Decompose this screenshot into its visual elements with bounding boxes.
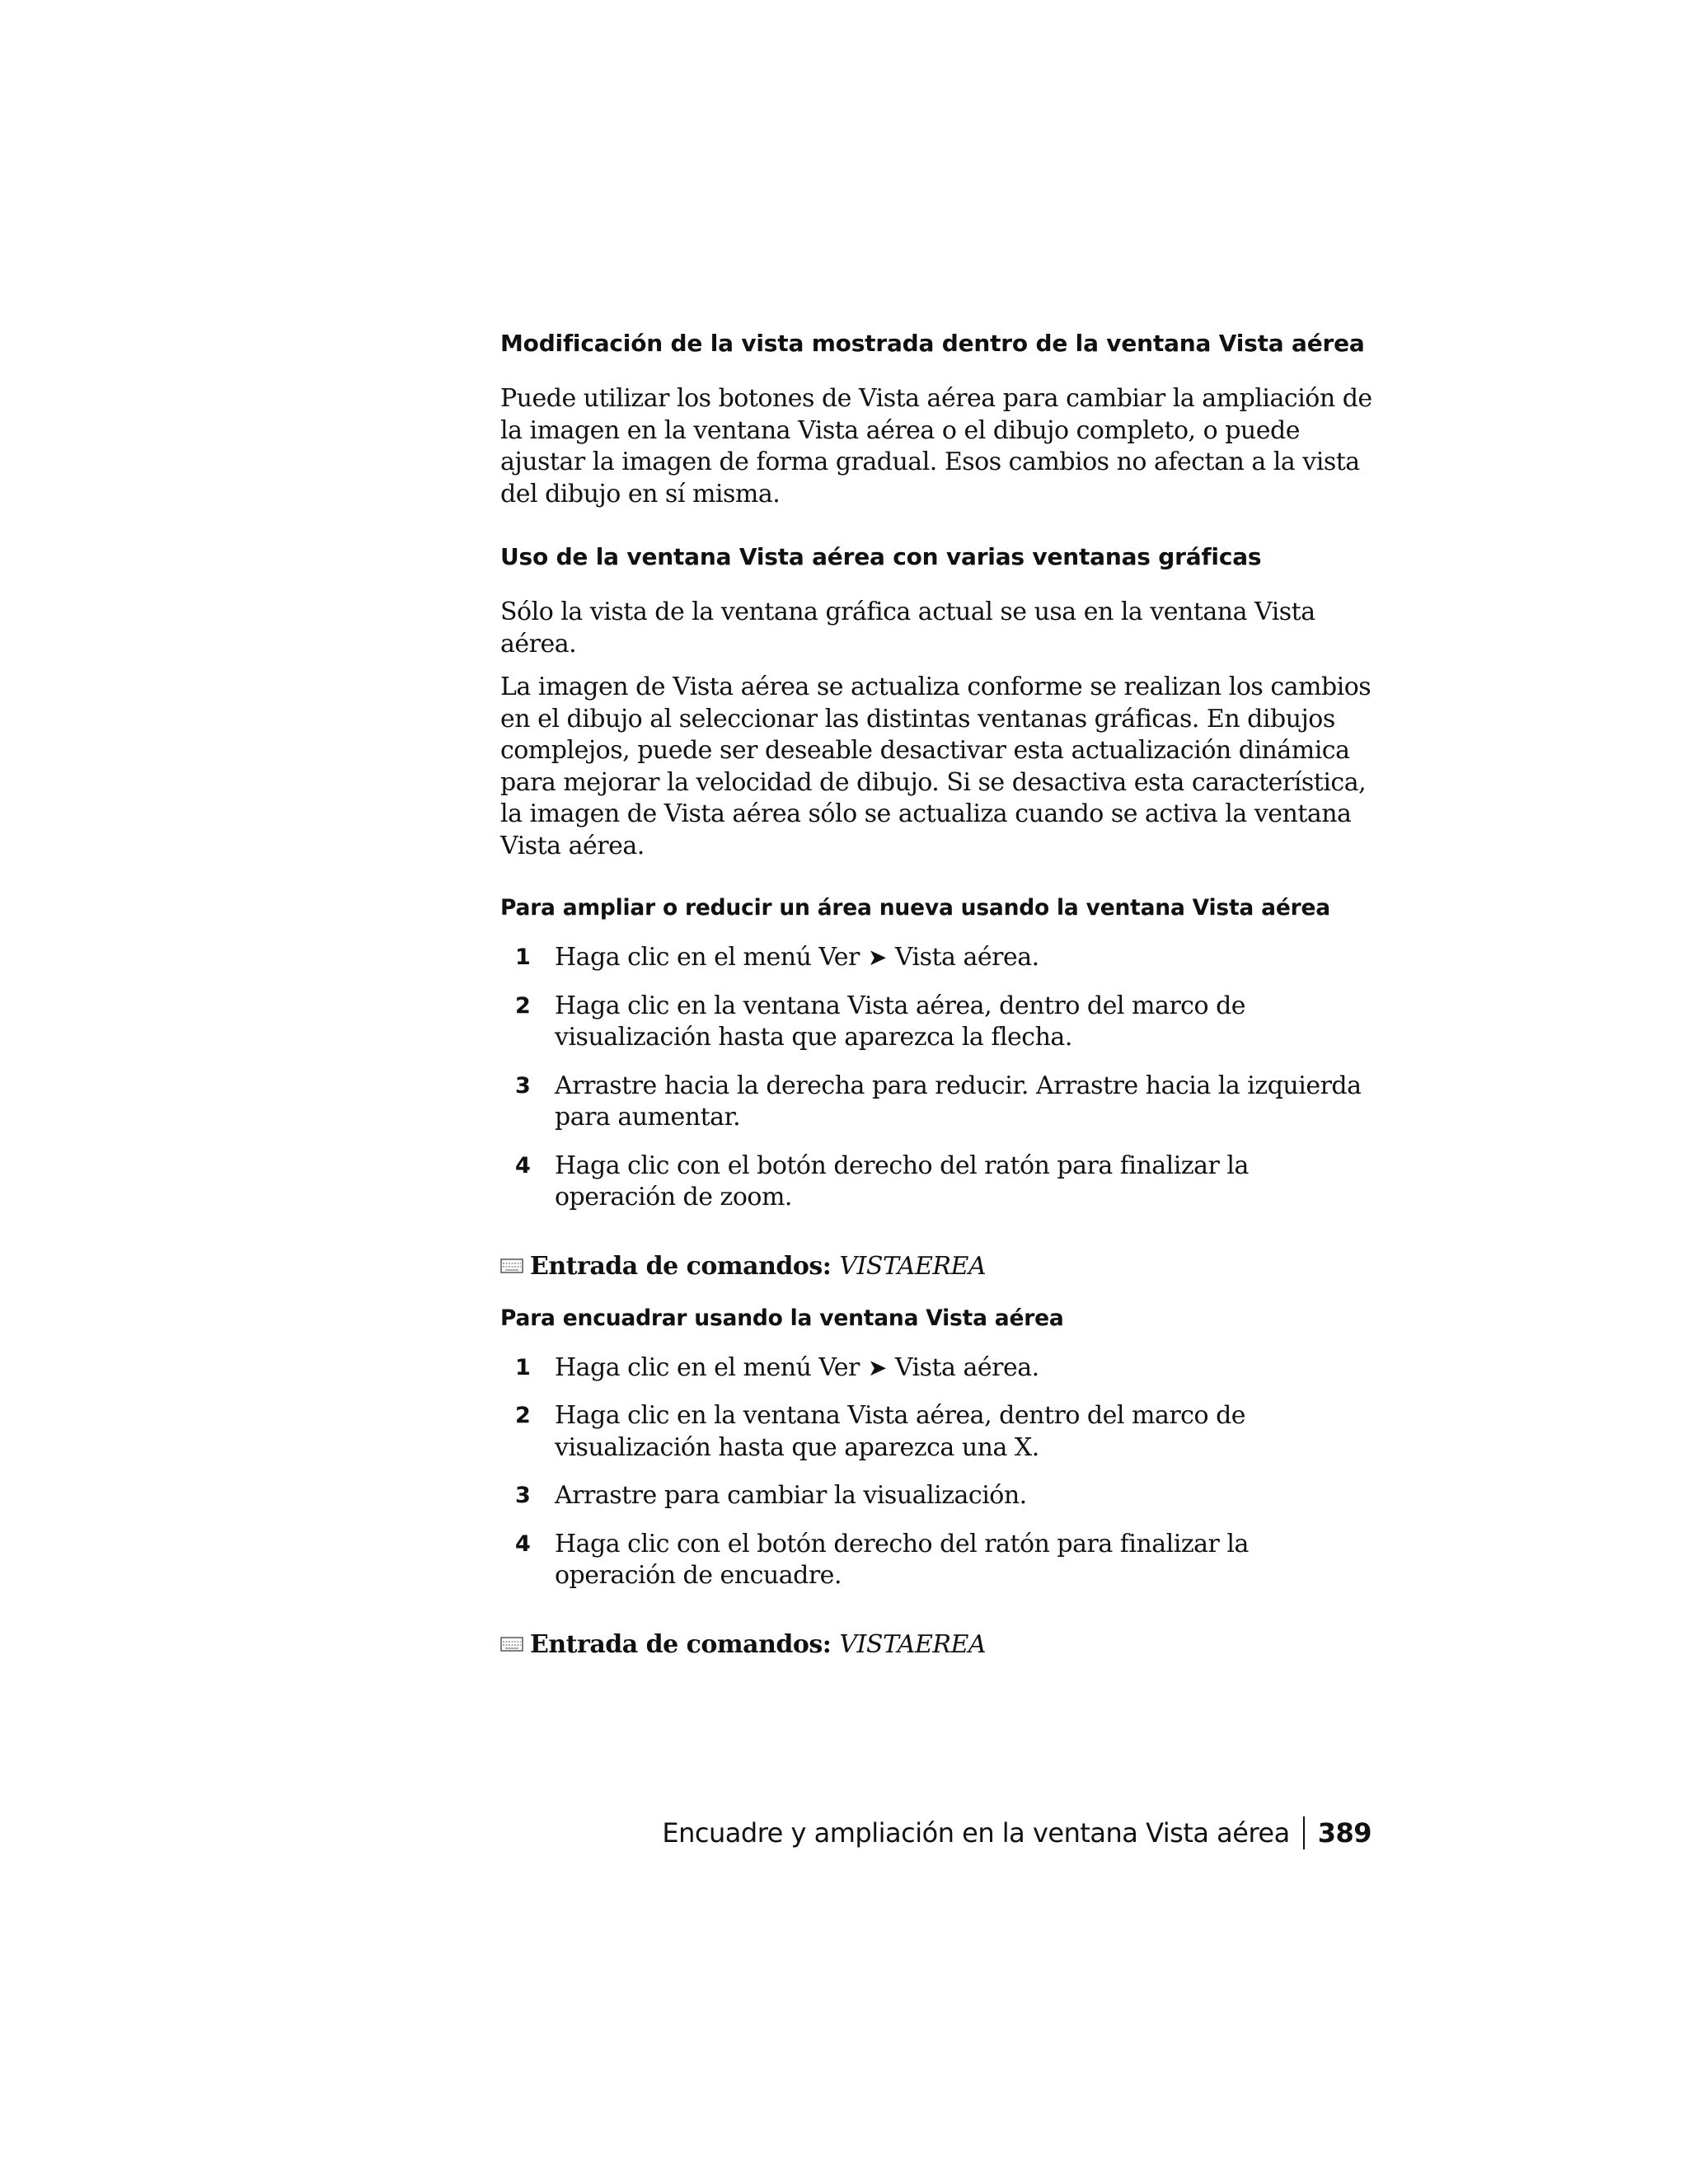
keyboard-icon [500,1636,523,1652]
step-text: Haga clic en el menú Ver [555,1352,860,1382]
procedure-steps-encuadrar [500,1352,1374,1592]
menu-arrow-icon: ➤ [867,1353,887,1381]
command-entry-encuadrar [500,1630,1374,1659]
menu-arrow-icon: ➤ [867,944,887,971]
step-number: 1 [515,944,531,970]
procedure-title-encuadrar: Para encuadrar usando la ventana Vista aérea [500,1305,1064,1331]
command-label: Entrada de comandos: [530,1629,832,1659]
step-text: Haga clic en el menú Ver [555,943,860,972]
keyboard-icon [500,1258,523,1274]
procedure-title-ampliar: Para ampliar o reducir un área nueva usando la ventana Vista aérea [500,895,1330,921]
page-content [500,330,1374,1659]
list-item [500,1151,1374,1214]
step-number: 3 [515,1072,531,1099]
footer-chapter-title: Encuadre y ampliación en la ventana Vista aérea [662,1817,1290,1849]
list-item [500,1480,1374,1512]
step-text: Arrastre para cambiar la visualización. [555,1481,1027,1510]
step-number: 2 [515,1403,531,1428]
step-text-post: Vista aérea. [894,1352,1039,1382]
step-text: Haga clic en la ventana Vista aérea, dentro del marco de visualización hasta que aparezca la flecha. [555,991,1246,1052]
list-item [500,1400,1374,1464]
list-item [500,942,1374,974]
list-item [500,991,1374,1054]
footer-divider [1303,1816,1305,1849]
step-text: Haga clic con el botón derecho del ratón para finalizar la operación de zoom. [555,1151,1249,1212]
step-number: 4 [515,1152,531,1179]
step-text: Haga clic con el botón derecho del ratón para finalizar la operación de encuadre. [555,1529,1249,1590]
page-footer [662,1816,1372,1849]
list-item [500,1529,1374,1592]
paragraph-uso-2: La imagen de Vista aérea se actualiza conforme se realizan los cambios en el dibujo al seleccionar las distintas ventanas gráficas. En dibujos complejos, puede ser deseable desactivar esta actualización dinámica para mejorar la velocidad de dibujo. Si se desactiva esta característica, la imagen de Vista aérea sólo se actualiza cuando se activa la ventana Vista aérea. [500,673,1372,860]
section-heading-uso: Uso de la ventana Vista aérea con varias ventanas gráficas [500,543,1262,570]
step-number: 4 [515,1530,531,1557]
paragraph-modificacion: Puede utilizar los botones de Vista aérea para cambiar la ampliación de la imagen en la ventana Vista aérea o el dibujo completo, o puede ajustar la imagen de forma gradual. Esos cambios no afectan a la vista del dibujo en sí misma. [500,384,1372,509]
list-item [500,1071,1374,1134]
section-heading-modificacion: Modificación de la vista mostrada dentro de la ventana Vista aérea [500,330,1365,357]
paragraph-uso-1: Sólo la vista de la ventana gráfica actual se usa en la ventana Vista aérea. [500,598,1315,658]
command-value: VISTAEREA [839,1251,987,1281]
command-entry-ampliar [500,1252,1374,1281]
command-label: Entrada de comandos: [530,1251,832,1281]
step-text-post: Vista aérea. [894,943,1039,972]
list-item [500,1352,1374,1385]
page-number: 389 [1317,1817,1372,1849]
command-value: VISTAEREA [839,1629,987,1659]
step-number: 2 [515,992,531,1019]
step-number: 3 [515,1483,531,1508]
step-text: Arrastre hacia la derecha para reducir. Arrastre hacia la izquierda para aumentar. [555,1071,1362,1132]
step-text: Haga clic en la ventana Vista aérea, dentro del marco de visualización hasta que aparezca una X. [555,1401,1246,1462]
step-number: 1 [515,1354,531,1380]
procedure-steps-ampliar [500,942,1374,1214]
